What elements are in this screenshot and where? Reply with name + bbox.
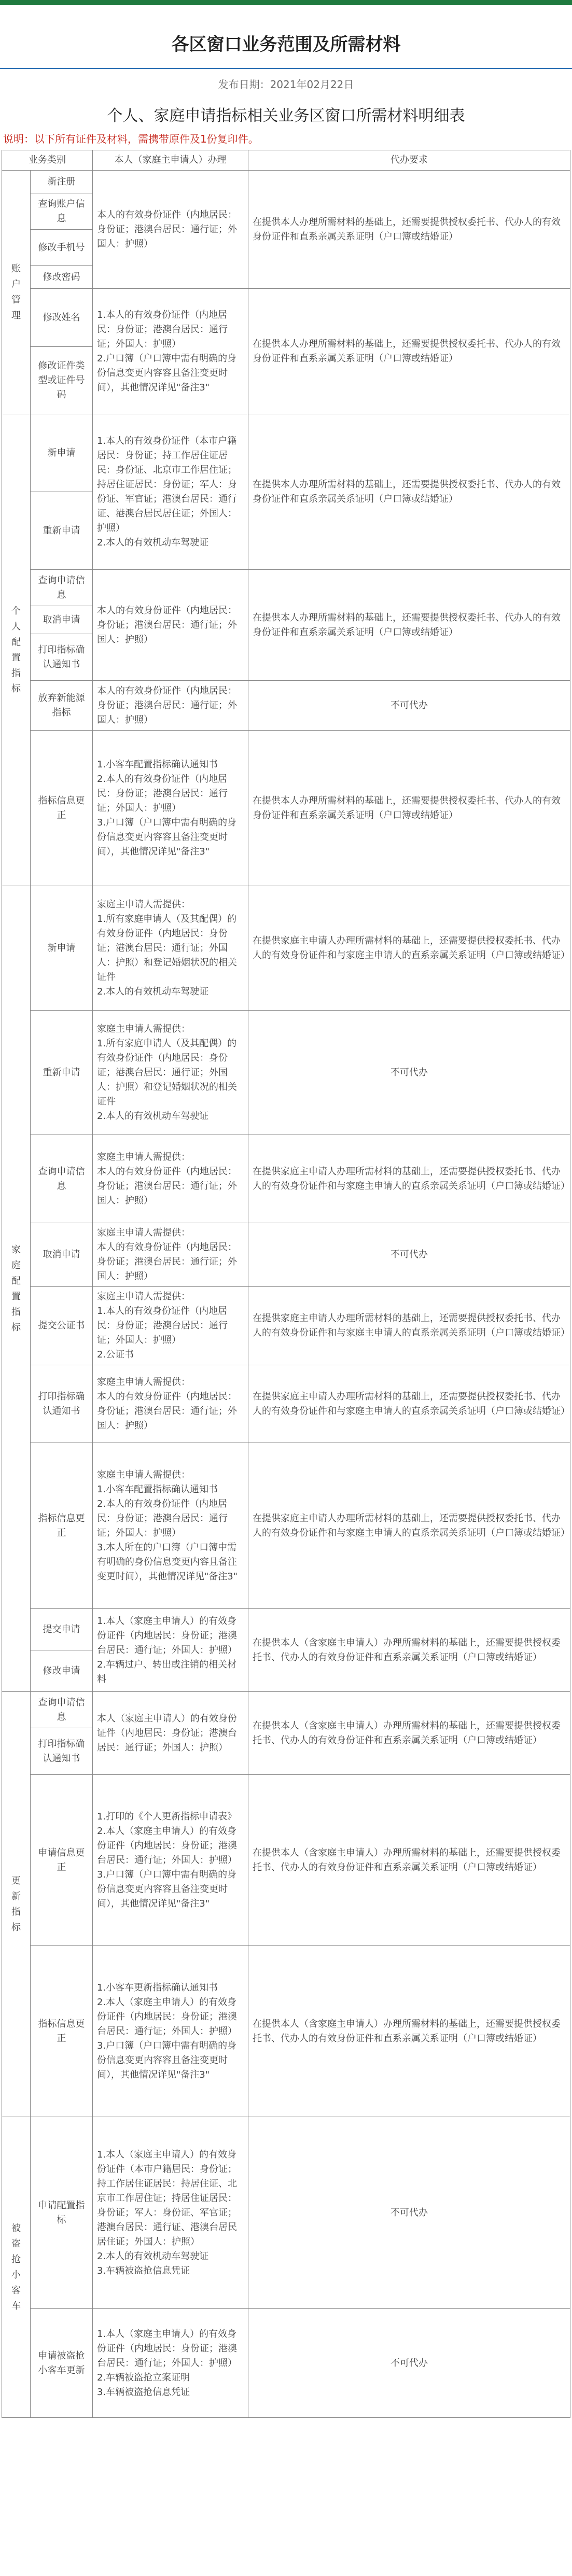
business-cell: 修改密码 [31,266,93,289]
table-row [2,1223,570,1287]
proxy-cell: 在提供家庭主申请人办理所需材料的基础上，还需要提供授权委托书、代办人的有效身份证件和与家庭主申请人的直系亲属关系证明（户口簿或结婚证） [248,1287,570,1365]
business-cell: 打印指标确认通知书 [31,634,93,681]
table-header-row [2,150,570,171]
business-cell: 修改申请 [31,1650,93,1692]
materials-note: 说明：以下所有证件及材料，需携带原件及1份复印件。 [3,133,259,145]
table-row [2,731,570,886]
proxy-cell: 在提供家庭主申请人办理所需材料的基础上，还需要提供授权委托书、代办人的有效身份证件和与家庭主申请人的直系亲属关系证明（户口簿或结婚证） [248,1365,570,1443]
business-cell: 修改姓名 [31,289,93,347]
business-cell: 提交申请 [31,1609,93,1650]
business-cell: 提交公证书 [31,1287,93,1365]
table-row [2,1287,570,1365]
proxy-cell: 在提供家庭主申请人办理所需材料的基础上，还需要提供授权委托书、代办人的有效身份证件和与家庭主申请人的直系亲属关系证明（户口簿或结婚证） [248,1443,570,1609]
proxy-cell: 在提供本人办理所需材料的基础上，还需要提供授权委托书、代办人的有效身份证件和直系亲属关系证明（户口簿或结婚证） [248,289,570,414]
table-row [2,171,570,193]
requirement-cell: 1.小客车配置指标确认通知书 2.本人的有效身份证件（内地居民：身份证；港澳台居民：通行证；外国人：护照） 3.户口簿（户口簿中需有明确的身份信息变更内容容且备注变更时间），其他情况详见"备注3" [93,731,248,886]
table-row [2,1692,570,1728]
requirement-cell: 1.本人（家庭主申请人）的有效身份证件（内地居民：身份证；港澳台居民：通行证；外国人：护照） 2.车辆过户、转出或注销的相关材料 [93,1609,248,1692]
table-row [2,886,570,1011]
header-proxy-requirement: 代办要求 [248,150,570,171]
requirement-cell: 1.打印的《个人更新指标申请表》 2.本人（家庭主申请人）的有效身份证件（内地居民：身份证；港澳台居民：通行证；外国人：护照） 3.户口簿（户口簿中需有明确的身份信息变更内容容且备注变更时间），其他情况详见"备注3" [93,1775,248,1946]
top-accent-bar [0,0,572,5]
requirement-cell: 家庭主申请人需提供： 1.所有家庭申请人（及其配偶）的有效身份证件（内地居民：身份证；港澳台居民：通行证；外国人：护照）和登记婚姻状况的相关证件 2.本人的有效机动车驾驶证 [93,886,248,1011]
requirement-cell: 本人的有效身份证件（内地居民：身份证；港澳台居民：通行证；外国人：护照） [93,570,248,681]
business-cell: 修改手机号 [31,230,93,266]
page-title: 各区窗口业务范围及所需材料 [171,34,401,55]
header-business-category: 业务类别 [2,150,93,171]
table-row [2,2309,570,2418]
materials-table [2,150,570,2418]
table-row [2,289,570,347]
table-row [2,1135,570,1223]
table-row [2,1609,570,1650]
business-cell: 修改证件类型或证件号码 [31,347,93,414]
requirement-cell: 本人的有效身份证件（内地居民：身份证；港澳台居民：通行证；外国人：护照） [93,681,248,731]
category-cell: 家庭配置指标 [2,886,31,1692]
requirement-cell: 本人（家庭主申请人）的有效身份证件（内地居民：身份证；港澳台居民：通行证；外国人：护照） [93,1692,248,1775]
requirement-cell: 1.本人（家庭主申请人）的有效身份证件（内地居民：身份证；港澳台居民：通行证；外国人：护照） 2.车辆被盗抢立案证明 3.车辆被盗抢信息凭证 [93,2309,248,2418]
category-cell: 更新指标 [2,1692,31,2117]
business-cell: 放弃新能源指标 [31,681,93,731]
business-cell: 查询账户信息 [31,193,93,230]
category-cell: 个人配置指标 [2,414,31,886]
business-cell: 指标信息更正 [31,731,93,886]
proxy-cell: 在提供本人办理所需材料的基础上，还需要提供授权委托书、代办人的有效身份证件和直系亲属关系证明（户口簿或结婚证） [248,171,570,289]
table-row [2,1365,570,1443]
business-cell: 新申请 [31,414,93,492]
proxy-cell: 在提供本人办理所需材料的基础上，还需要提供授权委托书、代办人的有效身份证件和直系亲属关系证明（户口簿或结婚证） [248,570,570,681]
business-cell: 查询申请信息 [31,1135,93,1223]
proxy-cell: 在提供本人（含家庭主申请人）办理所需材料的基础上，还需要提供授权委托书、代办人的有效身份证件和直系亲属关系证明（户口簿或结婚证） [248,1609,570,1692]
requirement-cell: 家庭主申请人需提供： 本人的有效身份证件（内地居民：身份证；港澳台居民：通行证；外国人：护照） [93,1135,248,1223]
category-cell: 账户管理 [2,171,31,414]
table-row [2,1011,570,1135]
proxy-cell: 在提供本人（含家庭主申请人）办理所需材料的基础上，还需要提供授权委托书、代办人的有效身份证件和直系亲属关系证明（户口簿或结婚证） [248,1946,570,2117]
business-cell: 查询申请信息 [31,570,93,606]
header-self-handling: 本人（家庭主申请人）办理 [93,150,248,171]
business-cell: 打印指标确认通知书 [31,1728,93,1775]
business-cell: 取消申请 [31,606,93,634]
requirement-cell: 家庭主申请人需提供： 1.所有家庭申请人（及其配偶）的有效身份证件（内地居民：身份证；港澳台居民：通行证；外国人：护照）和登记婚姻状况的相关证件 2.本人的有效机动车驾驶证 [93,1011,248,1135]
business-cell: 打印指标确认通知书 [31,1365,93,1443]
business-cell: 重新申请 [31,1011,93,1135]
table-row [2,1946,570,2117]
business-cell: 指标信息更正 [31,1443,93,1609]
proxy-cell: 在提供本人办理所需材料的基础上，还需要提供授权委托书、代办人的有效身份证件和直系亲属关系证明（户口簿或结婚证） [248,731,570,886]
business-cell: 查询申请信息 [31,1692,93,1728]
table-row [2,2117,570,2309]
requirement-cell: 家庭主申请人需提供： 1.本人的有效身份证件（内地居民：身份证；港澳台居民：通行证；外国人：护照） 2.公证书 [93,1287,248,1365]
table-row [2,414,570,492]
proxy-cell: 不可代办 [248,1011,570,1135]
publish-date: 发布日期：2021年02月22日 [218,78,354,91]
requirement-cell: 家庭主申请人需提供： 1.小客车配置指标确认通知书 2.本人的有效身份证件（内地居民：身份证；港澳台居民：通行证；外国人：护照） 3.本人所在的户口簿（户口簿中需有明确的身份信息变更内容且备注变更时间），其他情况详见"备注3" [93,1443,248,1609]
proxy-cell: 不可代办 [248,1223,570,1287]
table-row [2,1443,570,1609]
requirement-cell: 本人的有效身份证件（内地居民：身份证；港澳台居民：通行证；外国人：护照） [93,171,248,289]
title-divider [0,68,572,69]
business-cell: 指标信息更正 [31,1946,93,2117]
proxy-cell: 在提供本人（含家庭主申请人）办理所需材料的基础上，还需要提供授权委托书、代办人的有效身份证件和直系亲属关系证明（户口簿或结婚证） [248,1692,570,1775]
business-cell: 取消申请 [31,1223,93,1287]
category-cell: 被盗抢小客车 [2,2117,31,2418]
proxy-cell: 不可代办 [248,681,570,731]
business-cell: 申请信息更正 [31,1775,93,1946]
business-cell: 重新申请 [31,492,93,570]
proxy-cell: 在提供家庭主申请人办理所需材料的基础上，还需要提供授权委托书、代办人的有效身份证件和与家庭主申请人的直系亲属关系证明（户口簿或结婚证） [248,886,570,1011]
business-cell: 新申请 [31,886,93,1011]
requirement-cell: 1.本人（家庭主申请人）的有效身份证件（本市户籍居民：身份证；持工作居住证居民：持居住证、北京市工作居住证；持居住证居民：身份证；军人：身份证、军官证；港澳台居民：通行证、港澳台居民居住证；外国人：护照） 2.本人的有效机动车驾驶证 3.车辆被盗抢信息凭证 [93,2117,248,2309]
requirement-cell: 1.小客车更新指标确认通知书 2.本人（家庭主申请人）的有效身份证件（内地居民：身份证；港澳台居民：通行证；外国人：护照） 3.户口簿（户口簿中需有明确的身份信息变更内容容且备注变更时间），其他情况详见"备注3" [93,1946,248,2117]
proxy-cell: 在提供本人办理所需材料的基础上，还需要提供授权委托书、代办人的有效身份证件和直系亲属关系证明（户口簿或结婚证） [248,414,570,570]
requirement-cell: 1.本人的有效身份证件（本市户籍居民：身份证；持工作居住证居民：身份证、北京市工作居住证；持居住证居民：身份证；军人：身份证、军官证；港澳台居民：通行证、港澳台居民居住证；外国人：护照） 2.本人的有效机动车驾驶证 [93,414,248,570]
business-cell: 新注册 [31,171,93,193]
requirement-cell: 1.本人的有效身份证件（内地居民：身份证；港澳台居民：通行证；外国人：护照） 2.户口簿（户口簿中需有明确的身份信息变更内容容且备注变更时间），其他情况详见"备注3" [93,289,248,414]
proxy-cell: 不可代办 [248,2117,570,2309]
requirement-cell: 家庭主申请人需提供： 本人的有效身份证件（内地居民：身份证；港澳台居民：通行证；外国人：护照） [93,1223,248,1287]
requirement-cell: 家庭主申请人需提供： 本人的有效身份证件（内地居民：身份证；港澳台居民：通行证；外国人：护照） [93,1365,248,1443]
table-row [2,570,570,606]
proxy-cell: 不可代办 [248,2309,570,2418]
business-cell: 申请被盗抢小客车更新 [31,2309,93,2418]
table-subtitle: 个人、家庭申请指标相关业务区窗口所需材料明细表 [107,107,465,125]
proxy-cell: 在提供本人（含家庭主申请人）办理所需材料的基础上，还需要提供授权委托书、代办人的有效身份证件和直系亲属关系证明（户口簿或结婚证） [248,1775,570,1946]
business-cell: 申请配置指标 [31,2117,93,2309]
table-row [2,1775,570,1946]
table-row [2,681,570,731]
proxy-cell: 在提供家庭主申请人办理所需材料的基础上，还需要提供授权委托书、代办人的有效身份证件和与家庭主申请人的直系亲属关系证明（户口簿或结婚证） [248,1135,570,1223]
